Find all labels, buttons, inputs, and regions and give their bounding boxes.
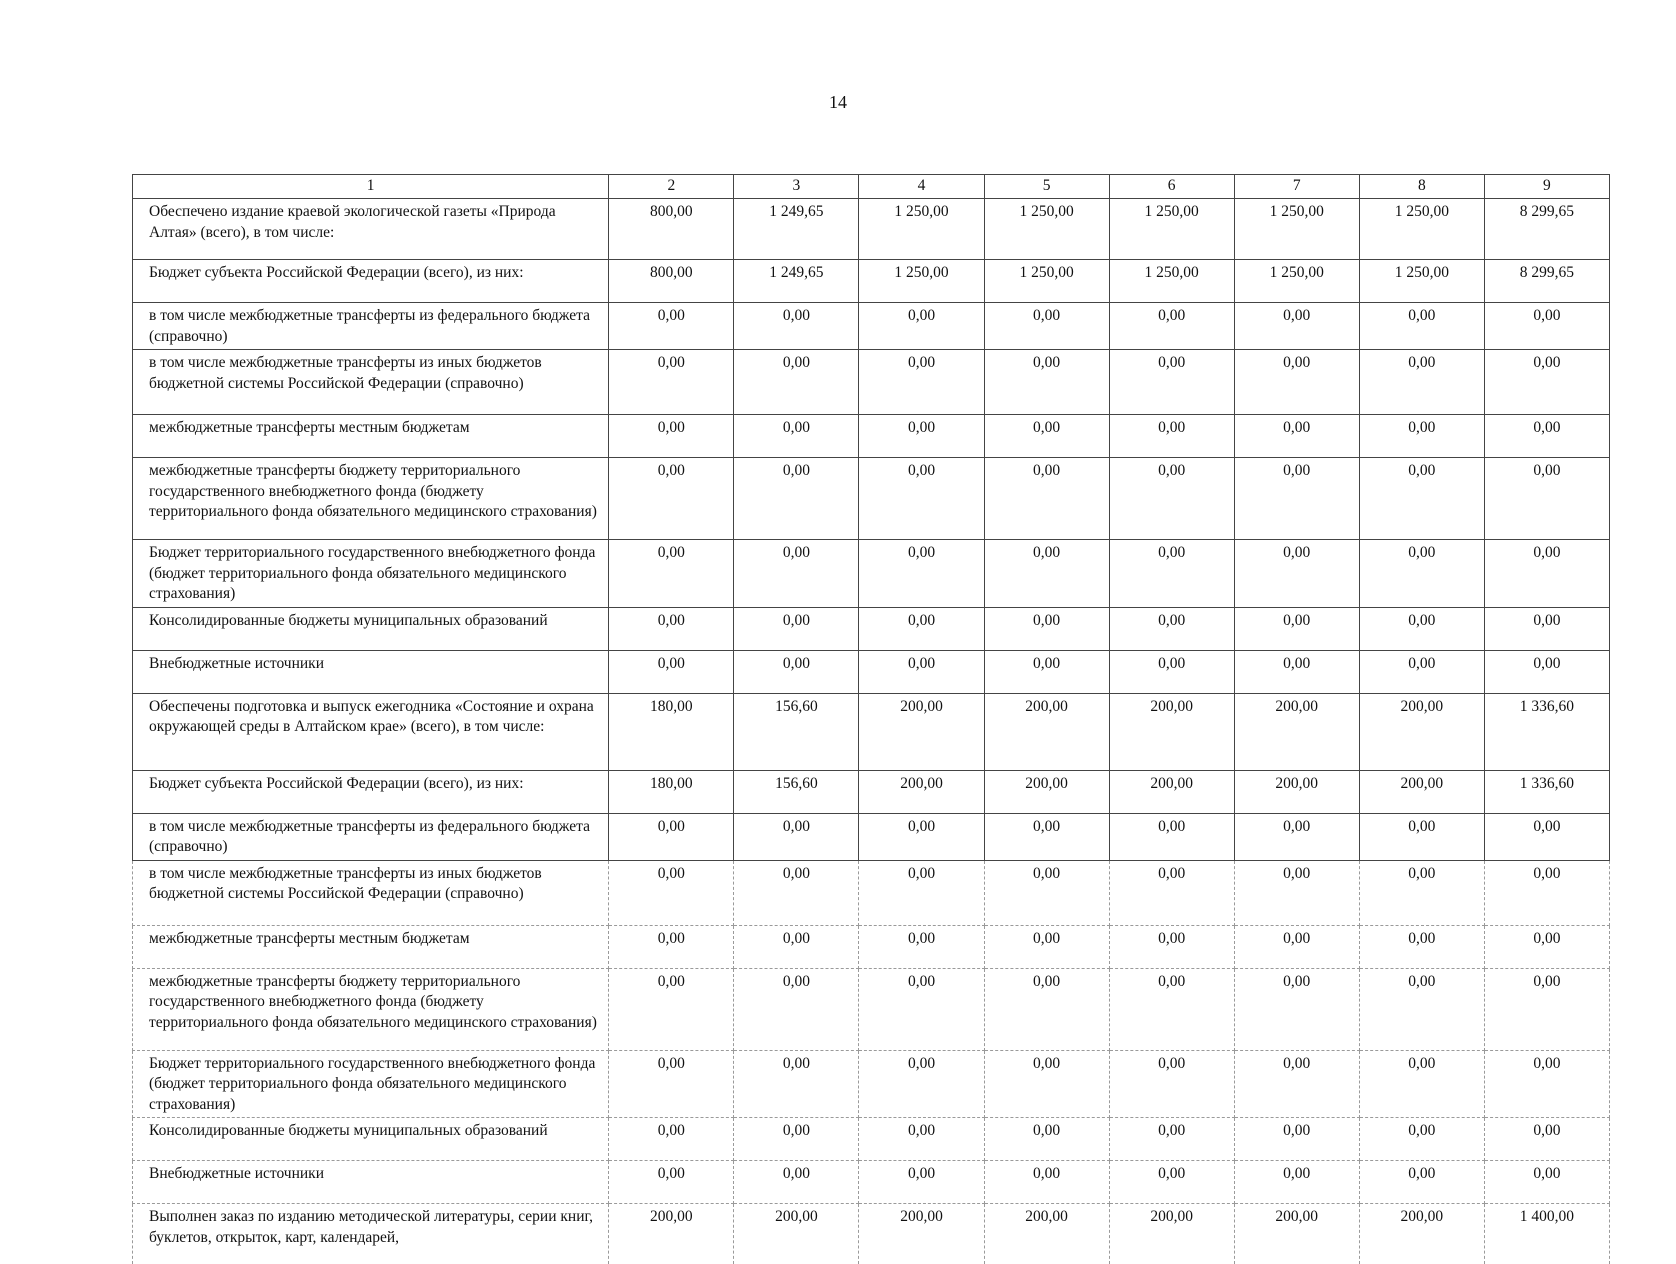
value-cell: 0,00 — [859, 458, 984, 540]
value-cell: 200,00 — [859, 1204, 984, 1264]
value-cell: 200,00 — [859, 770, 984, 813]
value-cell: 0,00 — [734, 303, 859, 350]
value-cell: 0,00 — [1234, 350, 1359, 415]
value-cell: 0,00 — [984, 968, 1109, 1050]
value-cell: 0,00 — [609, 650, 734, 693]
value-cell: 0,00 — [859, 813, 984, 860]
value-cell: 0,00 — [1109, 540, 1234, 608]
page-number: 14 — [0, 92, 1676, 113]
value-cell: 0,00 — [859, 303, 984, 350]
value-cell: 0,00 — [984, 540, 1109, 608]
table-row — [133, 925, 1610, 968]
table-row — [133, 260, 1610, 303]
value-cell: 0,00 — [859, 860, 984, 925]
value-cell: 800,00 — [609, 260, 734, 303]
value-cell: 200,00 — [1234, 1204, 1359, 1264]
value-cell: 0,00 — [609, 607, 734, 650]
value-cell: 0,00 — [1234, 813, 1359, 860]
value-cell: 0,00 — [1359, 540, 1484, 608]
value-cell: 0,00 — [1484, 607, 1609, 650]
value-cell: 0,00 — [1234, 1118, 1359, 1161]
value-cell: 0,00 — [1109, 925, 1234, 968]
value-cell: 0,00 — [1109, 303, 1234, 350]
row-label: в том числе межбюджетные трансферты из иных бюджетов бюджетной системы Российской Федерации (справочно) — [133, 350, 609, 415]
table-row — [133, 1050, 1610, 1118]
value-cell: 0,00 — [1359, 303, 1484, 350]
column-header: 9 — [1484, 175, 1609, 199]
row-label: Внебюджетные источники — [133, 1161, 609, 1204]
row-label: Бюджет территориального государственного внебюджетного фонда (бюджет территориального фонда обязательного медицинского страхования) — [133, 1050, 609, 1118]
value-cell: 0,00 — [1484, 350, 1609, 415]
value-cell: 1 250,00 — [859, 260, 984, 303]
value-cell: 0,00 — [1234, 607, 1359, 650]
table-row — [133, 607, 1610, 650]
value-cell: 0,00 — [1484, 303, 1609, 350]
value-cell: 0,00 — [734, 415, 859, 458]
value-cell: 200,00 — [1109, 693, 1234, 770]
row-label: Выполнен заказ по изданию методической литературы, серии книг, буклетов, открыток, карт, календарей, — [133, 1204, 609, 1264]
value-cell: 0,00 — [1234, 1161, 1359, 1204]
value-cell: 0,00 — [1359, 968, 1484, 1050]
value-cell: 0,00 — [734, 813, 859, 860]
value-cell: 180,00 — [609, 770, 734, 813]
value-cell: 0,00 — [1234, 925, 1359, 968]
value-cell: 0,00 — [1484, 1161, 1609, 1204]
column-header: 5 — [984, 175, 1109, 199]
column-header: 6 — [1109, 175, 1234, 199]
row-label: Консолидированные бюджеты муниципальных образований — [133, 1118, 609, 1161]
table-row — [133, 303, 1610, 350]
value-cell: 0,00 — [609, 540, 734, 608]
value-cell: 1 336,60 — [1484, 693, 1609, 770]
value-cell: 0,00 — [984, 303, 1109, 350]
value-cell: 0,00 — [1484, 1118, 1609, 1161]
value-cell: 0,00 — [859, 607, 984, 650]
value-cell: 0,00 — [1359, 415, 1484, 458]
value-cell: 0,00 — [984, 415, 1109, 458]
value-cell: 0,00 — [734, 1161, 859, 1204]
value-cell: 200,00 — [1109, 770, 1234, 813]
row-label: Консолидированные бюджеты муниципальных образований — [133, 607, 609, 650]
table-row — [133, 540, 1610, 608]
value-cell: 0,00 — [1109, 1050, 1234, 1118]
table-row — [133, 1204, 1610, 1264]
value-cell: 0,00 — [1359, 1050, 1484, 1118]
value-cell: 0,00 — [1359, 350, 1484, 415]
value-cell: 0,00 — [609, 303, 734, 350]
column-header: 1 — [133, 175, 609, 199]
row-label: Внебюджетные источники — [133, 650, 609, 693]
value-cell: 0,00 — [734, 968, 859, 1050]
column-header: 3 — [734, 175, 859, 199]
value-cell: 0,00 — [859, 1050, 984, 1118]
value-cell: 0,00 — [609, 458, 734, 540]
value-cell: 0,00 — [1109, 1161, 1234, 1204]
value-cell: 0,00 — [1234, 415, 1359, 458]
table-row — [133, 458, 1610, 540]
value-cell: 800,00 — [609, 199, 734, 260]
value-cell: 0,00 — [1109, 860, 1234, 925]
value-cell: 0,00 — [1234, 303, 1359, 350]
value-cell: 0,00 — [984, 813, 1109, 860]
table-row — [133, 1161, 1610, 1204]
value-cell: 0,00 — [1484, 813, 1609, 860]
value-cell: 200,00 — [1359, 770, 1484, 813]
value-cell: 200,00 — [1109, 1204, 1234, 1264]
value-cell: 0,00 — [1109, 415, 1234, 458]
row-label: в том числе межбюджетные трансферты из иных бюджетов бюджетной системы Российской Федерации (справочно) — [133, 860, 609, 925]
value-cell: 0,00 — [1484, 415, 1609, 458]
value-cell: 1 250,00 — [1109, 199, 1234, 260]
value-cell: 0,00 — [1109, 607, 1234, 650]
value-cell: 0,00 — [734, 1118, 859, 1161]
value-cell: 0,00 — [984, 1118, 1109, 1161]
table-row — [133, 650, 1610, 693]
value-cell: 0,00 — [859, 1118, 984, 1161]
value-cell: 180,00 — [609, 693, 734, 770]
value-cell: 0,00 — [609, 1161, 734, 1204]
row-label: Обеспечены подготовка и выпуск ежегодника «Состояние и охрана окружающей среды в Алтайском крае» (всего), в том числе: — [133, 693, 609, 770]
value-cell: 8 299,65 — [1484, 199, 1609, 260]
value-cell: 1 249,65 — [734, 199, 859, 260]
value-cell: 0,00 — [1109, 458, 1234, 540]
value-cell: 1 400,00 — [1484, 1204, 1609, 1264]
value-cell: 1 250,00 — [1234, 199, 1359, 260]
value-cell: 0,00 — [609, 925, 734, 968]
value-cell: 0,00 — [1109, 650, 1234, 693]
value-cell: 0,00 — [1484, 860, 1609, 925]
value-cell: 0,00 — [1359, 607, 1484, 650]
table-row — [133, 415, 1610, 458]
value-cell: 0,00 — [1234, 650, 1359, 693]
row-label: Бюджет субъекта Российской Федерации (всего), из них: — [133, 770, 609, 813]
value-cell: 0,00 — [609, 813, 734, 860]
table-row — [133, 350, 1610, 415]
value-cell: 0,00 — [1234, 860, 1359, 925]
row-label: межбюджетные трансферты бюджету территориального государственного внебюджетного фонда (бюджету территориального фонда обязательного медицинского страхования) — [133, 968, 609, 1050]
value-cell: 0,00 — [1234, 968, 1359, 1050]
value-cell: 1 250,00 — [984, 199, 1109, 260]
value-cell: 0,00 — [1359, 650, 1484, 693]
value-cell: 1 249,65 — [734, 260, 859, 303]
value-cell: 0,00 — [1109, 968, 1234, 1050]
value-cell: 0,00 — [1109, 350, 1234, 415]
value-cell: 1 336,60 — [1484, 770, 1609, 813]
table-header-row — [133, 175, 1610, 199]
value-cell: 0,00 — [984, 650, 1109, 693]
value-cell: 0,00 — [734, 650, 859, 693]
row-label: Бюджет субъекта Российской Федерации (всего), из них: — [133, 260, 609, 303]
value-cell: 1 250,00 — [1109, 260, 1234, 303]
value-cell: 200,00 — [734, 1204, 859, 1264]
value-cell: 0,00 — [1484, 968, 1609, 1050]
value-cell: 0,00 — [1359, 860, 1484, 925]
value-cell: 8 299,65 — [1484, 260, 1609, 303]
value-cell: 0,00 — [1359, 1118, 1484, 1161]
column-header: 4 — [859, 175, 984, 199]
value-cell: 0,00 — [859, 415, 984, 458]
table-row — [133, 968, 1610, 1050]
table-row — [133, 199, 1610, 260]
value-cell: 0,00 — [609, 860, 734, 925]
column-header: 2 — [609, 175, 734, 199]
value-cell: 0,00 — [859, 540, 984, 608]
value-cell: 1 250,00 — [859, 199, 984, 260]
column-header: 8 — [1359, 175, 1484, 199]
value-cell: 200,00 — [984, 693, 1109, 770]
value-cell: 0,00 — [984, 1050, 1109, 1118]
table-body — [133, 199, 1610, 1264]
value-cell: 0,00 — [859, 650, 984, 693]
value-cell: 0,00 — [1109, 813, 1234, 860]
value-cell: 0,00 — [609, 415, 734, 458]
value-cell: 0,00 — [984, 860, 1109, 925]
value-cell: 0,00 — [734, 607, 859, 650]
table-row — [133, 860, 1610, 925]
value-cell: 0,00 — [984, 458, 1109, 540]
value-cell: 1 250,00 — [984, 260, 1109, 303]
value-cell: 0,00 — [984, 925, 1109, 968]
value-cell: 0,00 — [1359, 925, 1484, 968]
value-cell: 156,60 — [734, 770, 859, 813]
value-cell: 0,00 — [1484, 540, 1609, 608]
value-cell: 0,00 — [1359, 1161, 1484, 1204]
value-cell: 0,00 — [984, 1161, 1109, 1204]
row-label: межбюджетные трансферты местным бюджетам — [133, 925, 609, 968]
value-cell: 200,00 — [1359, 1204, 1484, 1264]
table-row — [133, 1118, 1610, 1161]
table-row — [133, 693, 1610, 770]
value-cell: 1 250,00 — [1234, 260, 1359, 303]
value-cell: 0,00 — [859, 925, 984, 968]
value-cell: 0,00 — [734, 860, 859, 925]
value-cell: 0,00 — [734, 350, 859, 415]
value-cell: 0,00 — [609, 968, 734, 1050]
value-cell: 0,00 — [609, 1050, 734, 1118]
value-cell: 0,00 — [1359, 458, 1484, 540]
row-label: межбюджетные трансферты бюджету территориального государственного внебюджетного фонда (бюджету территориального фонда обязательного медицинского страхования) — [133, 458, 609, 540]
budget-table-container — [132, 174, 1610, 1264]
row-label: в том числе межбюджетные трансферты из федерального бюджета (справочно) — [133, 813, 609, 860]
value-cell: 200,00 — [984, 770, 1109, 813]
value-cell: 0,00 — [1484, 458, 1609, 540]
value-cell: 200,00 — [1234, 770, 1359, 813]
row-label: Бюджет территориального государственного внебюджетного фонда (бюджет территориального фонда обязательного медицинского страхования) — [133, 540, 609, 608]
value-cell: 0,00 — [984, 350, 1109, 415]
value-cell: 0,00 — [734, 540, 859, 608]
budget-table — [132, 174, 1610, 1264]
value-cell: 0,00 — [734, 925, 859, 968]
value-cell: 156,60 — [734, 693, 859, 770]
value-cell: 0,00 — [1234, 458, 1359, 540]
value-cell: 200,00 — [1359, 693, 1484, 770]
value-cell: 200,00 — [609, 1204, 734, 1264]
value-cell: 200,00 — [859, 693, 984, 770]
value-cell: 0,00 — [859, 350, 984, 415]
value-cell: 0,00 — [984, 607, 1109, 650]
value-cell: 0,00 — [1234, 540, 1359, 608]
value-cell: 0,00 — [1484, 650, 1609, 693]
value-cell: 0,00 — [734, 1050, 859, 1118]
column-header: 7 — [1234, 175, 1359, 199]
value-cell: 0,00 — [734, 458, 859, 540]
value-cell: 0,00 — [1109, 1118, 1234, 1161]
value-cell: 0,00 — [609, 1118, 734, 1161]
value-cell: 0,00 — [859, 968, 984, 1050]
value-cell: 1 250,00 — [1359, 260, 1484, 303]
value-cell: 0,00 — [1359, 813, 1484, 860]
table-row — [133, 813, 1610, 860]
table-row — [133, 770, 1610, 813]
row-label: в том числе межбюджетные трансферты из федерального бюджета (справочно) — [133, 303, 609, 350]
value-cell: 1 250,00 — [1359, 199, 1484, 260]
value-cell: 0,00 — [609, 350, 734, 415]
value-cell: 200,00 — [984, 1204, 1109, 1264]
value-cell: 0,00 — [1484, 925, 1609, 968]
value-cell: 0,00 — [859, 1161, 984, 1204]
row-label: межбюджетные трансферты местным бюджетам — [133, 415, 609, 458]
value-cell: 200,00 — [1234, 693, 1359, 770]
value-cell: 0,00 — [1234, 1050, 1359, 1118]
value-cell: 0,00 — [1484, 1050, 1609, 1118]
row-label: Обеспечено издание краевой экологической газеты «Природа Алтая» (всего), в том числе: — [133, 199, 609, 260]
